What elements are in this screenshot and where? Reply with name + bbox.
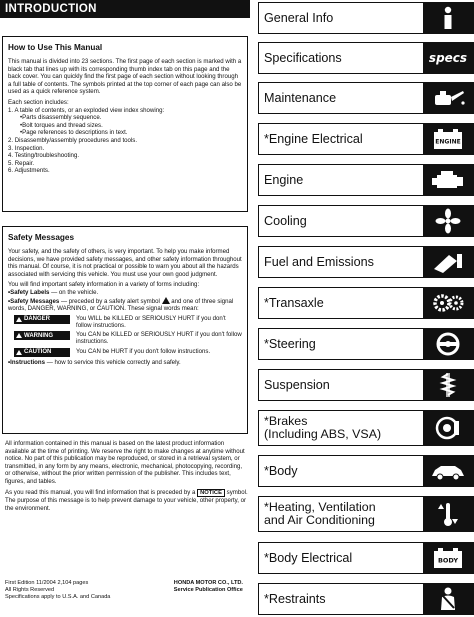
svg-text:ENGINE: ENGINE bbox=[435, 138, 461, 146]
tab-body-electrical[interactable]: *Body Electrical BODY bbox=[258, 542, 474, 574]
warning-triangle-icon bbox=[16, 350, 22, 355]
legal-text: All information contained in this manual is based on the latest product information available at the time of printing. We reserve the right to make changes at anytime without notice. No part of this publication may be reproduced, or stored in a retrieval system, or transmitted, in any form by any means, electronic, mechanical, photocopying, recording, or otherwise, without the prior written permission of the publisher. This includes text, figures, and tables. bbox=[5, 440, 245, 485]
tab-fuel-and-emissions[interactable]: Fuel and Emissions bbox=[258, 246, 474, 278]
tab-specifications[interactable]: Specifications specs bbox=[258, 42, 474, 74]
safety-intro-text: Your safety, and the safety of others, is very important. To help you make informed decisions, we have provided safety messages, and other safety information throughout this manual. Of course, it is not practical or possible to warn you about all the hazards associated with servicing this vehicle. You must use your own good judgment. bbox=[8, 248, 242, 278]
publication-footer bbox=[5, 580, 249, 600]
body-battery-icon bbox=[423, 543, 473, 573]
safety-forms-text: You will find important safety information in a variety of forms including: bbox=[8, 281, 200, 289]
svg-text:BODY: BODY bbox=[437, 556, 459, 565]
tab-engine[interactable]: Engine bbox=[258, 164, 474, 196]
list-item: 1. A table of contents, or an exploded view index showing: bbox=[8, 106, 165, 114]
brake-disc-icon bbox=[423, 411, 473, 445]
oil-can-icon bbox=[423, 83, 473, 113]
fan-icon bbox=[423, 206, 473, 236]
gears-icon bbox=[423, 288, 473, 318]
engine-icon bbox=[423, 165, 473, 195]
how-to-use-text: This manual is divided into 23 sections. The first page of each section is marked with a black tab that lines up with its corresponding thumb index tab on this page and the back cover. You can quickly find the first page of each section without looking through a full table of contents. The symbols printed at the top corner of each page can also be used as a quick reference system. bbox=[8, 58, 242, 96]
exploded-view-sublist bbox=[8, 114, 242, 137]
safety-alert-icon bbox=[162, 297, 170, 304]
thermometer-icon bbox=[423, 497, 473, 531]
fuel-nozzle-icon bbox=[423, 247, 473, 277]
how-to-use-box bbox=[2, 36, 248, 212]
tab-transaxle[interactable]: *Transaxle bbox=[258, 287, 474, 319]
tab-cooling[interactable]: Cooling bbox=[258, 205, 474, 237]
caution-signal: CAUTION You CAN be HURT if you don't follow instructions. bbox=[8, 348, 242, 357]
car-icon bbox=[423, 456, 473, 486]
info-icon bbox=[423, 3, 473, 33]
how-to-use-title: How to Use This Manual bbox=[8, 43, 106, 52]
section-index-tabs bbox=[258, 0, 474, 617]
warning-triangle-icon bbox=[16, 317, 22, 322]
notice-symbol: NOTICE bbox=[197, 489, 225, 497]
list-item: • Safety Labels — on the vehicle. bbox=[8, 289, 242, 297]
edition-text: First Edition 11/2004 2,104 pages bbox=[5, 580, 89, 586]
tab-steering[interactable]: *Steering bbox=[258, 328, 474, 360]
seatbelt-icon bbox=[423, 584, 473, 614]
list-item: • Bolt torques and thread sizes. bbox=[20, 122, 242, 130]
tab-restraints[interactable]: *Restraints bbox=[258, 583, 474, 615]
list-item: • Page references to descriptions in text. bbox=[20, 129, 242, 137]
instructions-list bbox=[8, 359, 242, 367]
steering-wheel-icon bbox=[423, 329, 473, 359]
legal-text-block bbox=[5, 440, 249, 512]
tab-general-info[interactable]: General Info bbox=[258, 2, 474, 34]
list-item: 2. Disassembly/assembly procedures and tools. bbox=[8, 136, 138, 144]
list-item: • Instructions — how to service this vehicle correctly and safely. bbox=[8, 359, 242, 367]
tab-body[interactable]: *Body bbox=[258, 455, 474, 487]
danger-signal: DANGER You WILL be KILLED or SERIOUSLY HURT if you don't follow instructions. bbox=[8, 315, 242, 329]
safety-forms-list bbox=[8, 289, 242, 313]
tab-suspension[interactable]: Suspension bbox=[258, 369, 474, 401]
list-item: 5. Repair. bbox=[8, 159, 35, 167]
safety-messages-title: Safety Messages bbox=[8, 233, 78, 242]
tab-brakes[interactable]: *Brakes (Including ABS, VSA) bbox=[258, 410, 474, 446]
warning-triangle-icon bbox=[16, 333, 22, 338]
tab-heating-ventilation-ac[interactable]: *Heating, Ventilation and Air Conditioning bbox=[258, 496, 474, 532]
publisher-name: HONDA MOTOR CO., LTD. bbox=[173, 580, 243, 586]
introduction-header: INTRODUCTION bbox=[0, 0, 250, 18]
specs-icon: specs bbox=[423, 43, 473, 73]
list-item: 6. Adjustments. bbox=[8, 167, 50, 175]
specs-region-text: Specifications apply to U.S.A. and Canada bbox=[5, 593, 111, 600]
publisher-office: Service Publication Office bbox=[173, 586, 243, 593]
list-item: 3. Inspection. bbox=[8, 144, 45, 152]
tab-maintenance[interactable]: Maintenance bbox=[258, 82, 474, 114]
section-includes-list bbox=[8, 107, 242, 175]
tab-engine-electrical[interactable]: *Engine Electrical ENGINE bbox=[258, 123, 474, 155]
notice-text: As you read this manual, you will find information that is preceded by a NOTICE symbol. The purpose of this message is to help prevent damage to your vehicle, other property, or the environment. bbox=[5, 488, 248, 512]
safety-messages-box bbox=[2, 226, 248, 434]
section-includes-text: Each section includes: bbox=[8, 98, 69, 106]
list-item: • Parts disassembly sequence. bbox=[20, 114, 242, 122]
engine-battery-icon bbox=[423, 124, 473, 154]
shock-absorber-icon bbox=[423, 370, 473, 400]
list-item: 4. Testing/troubleshooting. bbox=[8, 152, 80, 160]
list-item: • Safety Messages — preceded by a safety alert symbol and one of three signal words, DANGER, WARNING, or CAUTION. These signal words mean: bbox=[8, 297, 242, 313]
rights-text: All Rights Reserved bbox=[5, 586, 55, 593]
warning-signal: WARNING You CAN be KILLED or SERIOUSLY HURT if you don't follow instructions. bbox=[8, 331, 242, 345]
